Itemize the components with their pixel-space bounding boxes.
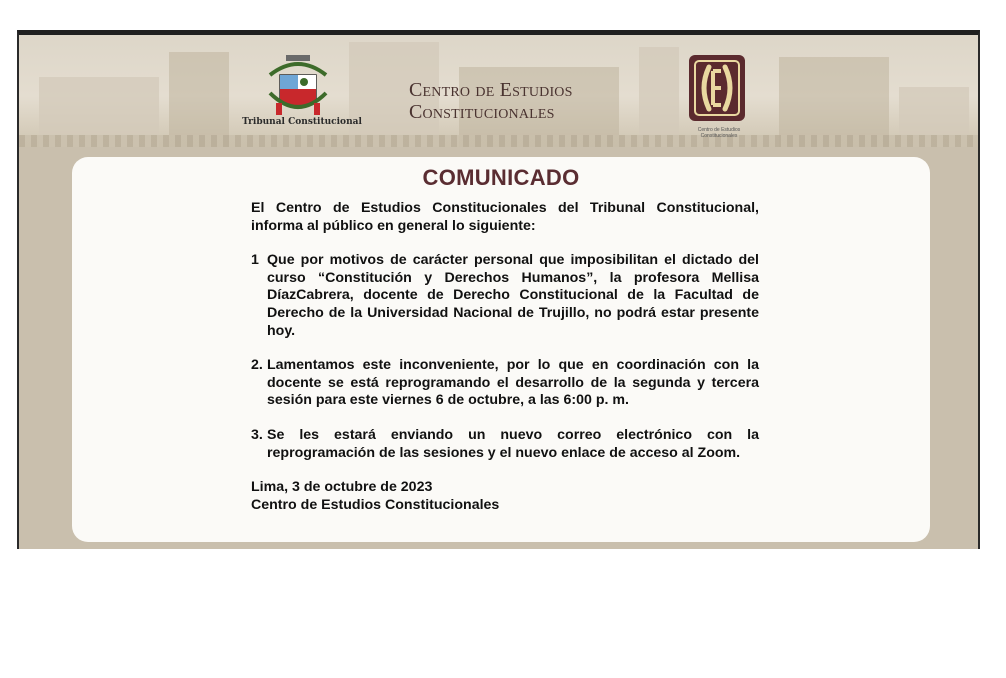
item-number: 3. (251, 426, 263, 443)
item-text: Se les estará enviando un nuevo correo electrónico con la reprogramación de las sesiones y el nuevo enlace de acceso al Zoom. (267, 426, 759, 461)
list-item (251, 252, 759, 340)
notice-body (251, 200, 759, 514)
intro-paragraph: El Centro de Estudios Constitucionales del Tribunal Constitucional, informa al público en general lo siguiente: (251, 200, 759, 234)
item-text: Lamentamos este inconveniente, por lo que en coordinación con la docente se está reprogramando el desarrollo de la segunda y tercera sesión para este viernes 6 de octubre, a las 6:00 p. m. (267, 357, 759, 409)
item-number: 2. (251, 357, 263, 374)
signature: Centro de Estudios Constitucionales (251, 496, 500, 513)
item-text: Que por motivos de carácter personal que imposibilitan el dictado del curso “Constitución y Derechos Humanos”, la profesora Mellisa DíazCabrera, docente de Derecho Constitucional de la Facultad de Derecho de la Universidad Nacional de Trujillo, no podrá estar presente hoy. (267, 252, 759, 339)
center-title-line1: Centro de Estudios (409, 79, 573, 101)
list-item (251, 427, 759, 462)
center-title-line2: Constitucionales (409, 101, 555, 123)
item-number: 1 (251, 252, 259, 269)
notice-frame (17, 30, 980, 549)
seal-caption: Tribunal Constitucional (242, 117, 362, 127)
header-banner (19, 35, 978, 147)
cec-logo-icon (687, 53, 747, 123)
center-title (409, 79, 639, 123)
date-line: Lima, 3 de octubre de 2023 (251, 479, 433, 496)
notice-card (72, 157, 930, 542)
notice-heading: COMUNICADO (422, 165, 580, 190)
logo-caption: Centro de Estudios Constitucionales (697, 127, 741, 139)
list-item (251, 357, 759, 410)
